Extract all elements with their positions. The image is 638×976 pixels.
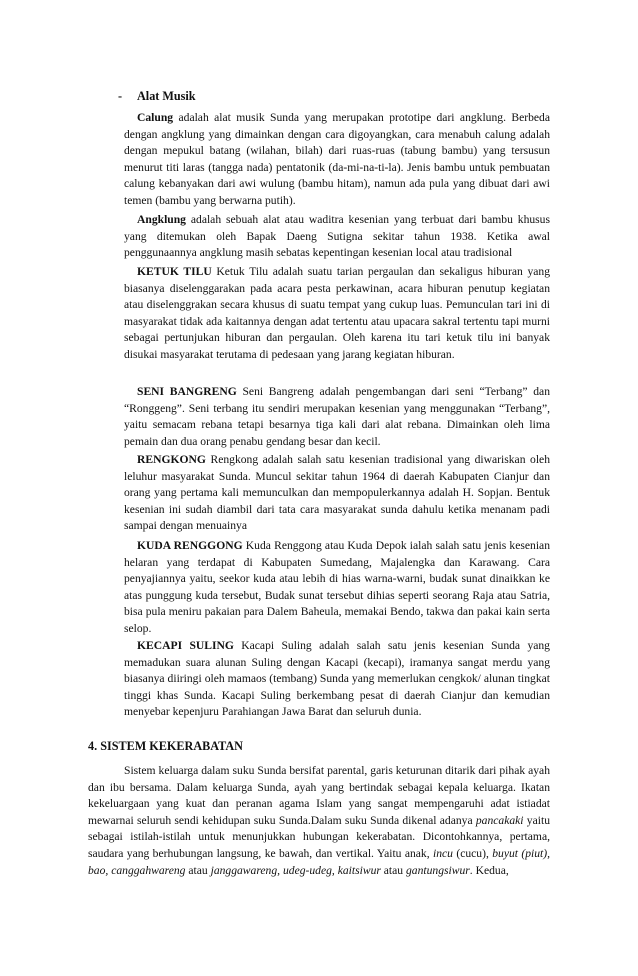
term-pancakaki: pancakaki bbox=[475, 813, 524, 827]
entry-text: Kuda Renggong atau Kuda Depok ialah salah satu jenis kesenian helaran yang terdapat di Kabupaten Sumedang, Majalengka dan Karawang. Cara penyajiannya yaitu, seekor kuda atau lebih di hias warna-warni, budak sunat dinaikkan ke atas punggung kuda tersebut, Budak sunat tersebut dihias seperti seorang Raja atau Satria, bisa pula meniru pakaian para Dalem Baheula, memakai Bendo, takwa dan pakai kain serta selop. bbox=[124, 539, 550, 635]
entry-term: Calung bbox=[137, 111, 174, 124]
entry-text: Seni Bangreng adalah pengembangan dari seni “Terbang” dan “Ronggeng”. Seni terbang itu sendiri merupakan kesenian yang menggunakan “Terbang”, yaitu semacam rebana tetapi besarnya tiga kali dari alat rebana. Dimainkan oleh lima pemain dan dua orang penabu gendang besar dan kecil. bbox=[124, 385, 550, 448]
bullet-dash: - bbox=[118, 89, 123, 103]
subsection-heading bbox=[118, 89, 196, 104]
entry-text: Rengkong adalah salah satu kesenian tradisional yang diwariskan oleh leluhur masyarakat Sunda. Muncul sekitar tahun 1964 di daerah Kabupaten Cianjur dan orang yang pertama kali memunculkan dan mempopulerkannya adalah H. Sopjan. Bentuk kesenian ini sudah diambil dari tata cara masyarakat sunda dahulu ketika menanam padi sampai dengan menuainya bbox=[124, 453, 550, 533]
entry-text: adalah alat musik Sunda yang merupakan prototipe dari angklung. Berbeda dengan angklung yang dimainkan dengan cara digoyangkan, cara menabuh calung adalah dengan mepukul batang (wilahan, bilah) dari ruas-ruas (tabung bambu) yang tersusun menurut titi laras (tangga nada) pentatonik (da-mi-na-ti-la). Jenis bambu untuk pembuatan calung kebanyakan dari awi wulung (bambu hitam), namun ada pula yang dibuat dari awi temen (bambu yang berwarna putih). bbox=[124, 111, 550, 207]
entry-term: RENGKONG bbox=[137, 453, 206, 466]
entry-term: Angklung bbox=[137, 213, 186, 226]
entry-calung bbox=[124, 110, 550, 210]
entry-term: KUDA RENGGONG bbox=[137, 539, 243, 552]
entry-seni-bangreng bbox=[124, 384, 550, 450]
entry-term: KETUK TILU bbox=[137, 265, 212, 278]
entry-text: adalah sebuah alat atau waditra kesenian yang terbuat dari bambu khusus yang ditemukan oleh Bapak Daeng Sutigna sekitar tahun 1938. Ketika awal penggunaannya angklung masih sebatas kepentingan kesenian local atau tradisional bbox=[124, 213, 550, 260]
entry-kecapi-suling bbox=[124, 638, 550, 721]
section-paragraph: Sistem keluarga dalam suku Sunda bersifat parental, garis keturunan ditarik dari pihak ayah dan ibu bersama. Dalam keluarga Sunda, ayah yang bertindak sebagai kepala keluarga. Ikatan kekeluargaan yang kuat dan peranan agama Islam yang sangat mempengaruhi adat istiadat mewarnai seluruh sendi kehidupan suku Sunda.Dalam suku Sunda dikenal adanya pancakaki yaitu sebagai istilah-istilah untuk menunjukkan hubungan kekerabatan. Dicontohkannya, pertama, saudara yang berhubungan langsung, ke bawah, dan vertikal. Yaitu anak, incu (cucu), buyut (piut), bao, canggahwareng atau janggawareng, udeg-udeg, kaitsiwur atau gantungsiwur. Kedua, bbox=[88, 764, 551, 877]
entry-term: KECAPI SULING bbox=[137, 639, 234, 652]
entry-text: Ketuk Tilu adalah suatu tarian pergaulan dan sekaligus hiburan yang biasanya diselenggarakan pada acara pesta perkawinan, acara hiburan penutup kegiatan atau diselenggrakan secara khusus di suatu tempat yang cukup luas. Pemunculan tari ini di masyarakat tidak ada kaitannya dengan adat tertentu atau upacara sakral tertentu tapi murni sebagai pertunjukan hiburan dan pergaulan. Oleh karena itu tari ketuk tilu ini banyak disukai masyarakat terutama di pedesaan yang jarang kegiatan hiburan. bbox=[124, 265, 550, 361]
entry-kuda-renggong bbox=[124, 538, 550, 638]
entry-ketuk-tilu bbox=[124, 264, 550, 364]
entry-text: Kacapi Suling adalah salah satu jenis kesenian Sunda yang memadukan suara alunan Suling dengan Kacapi (kecapi), iramanya sangat merdu yang biasanya diiringi oleh mamaos (tembang) Sunda yang memerlukan cengkok/ alunan tingkat tinggi khas Sunda. Kacapi Suling berkembang pesat di daerah Cianjur dan kemudian menyebar kepenjuru Parahiangan Jawa Barat dan seluruh dunia. bbox=[124, 639, 550, 719]
entry-rengkong bbox=[124, 452, 550, 535]
entry-angklung bbox=[124, 212, 550, 262]
subsection-title: Alat Musik bbox=[137, 89, 196, 103]
section-title: 4. SISTEM KEKERABATAN bbox=[88, 739, 243, 753]
entry-term: SENI BANGRENG bbox=[137, 385, 237, 398]
